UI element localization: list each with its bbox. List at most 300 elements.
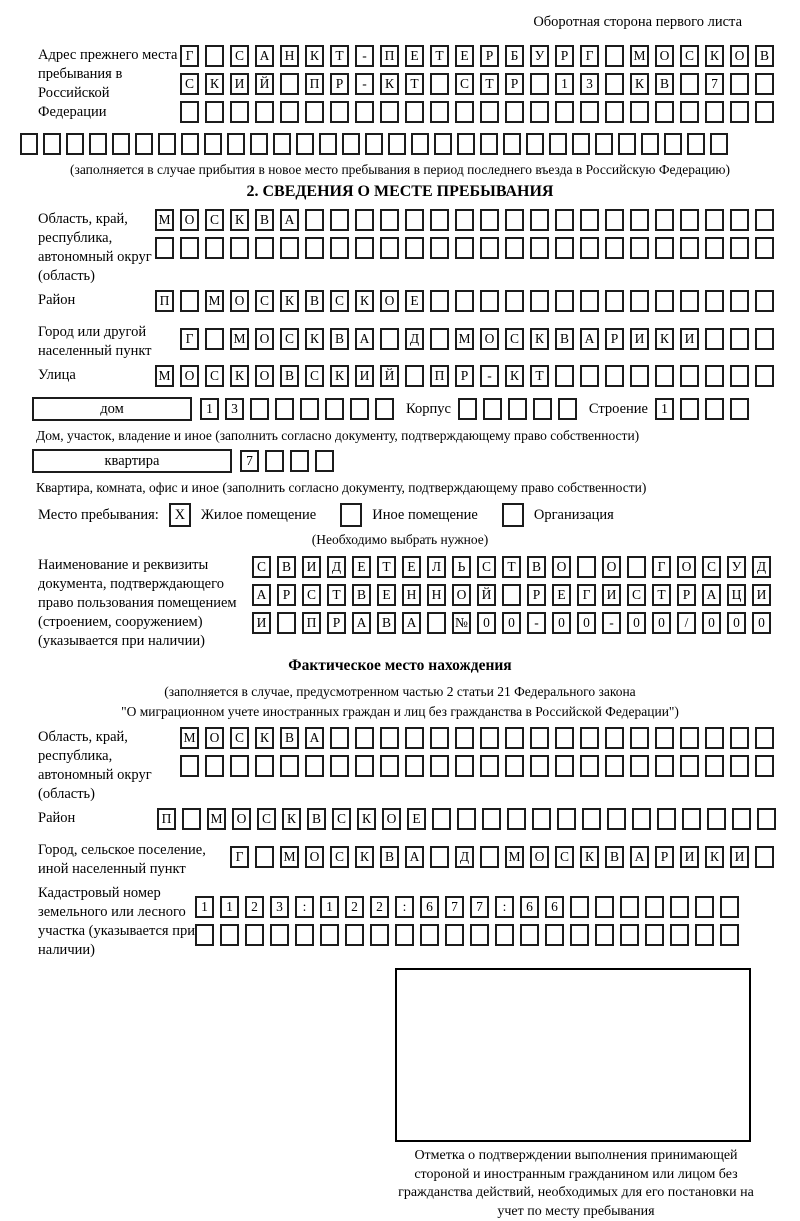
char-cell[interactable] xyxy=(296,133,314,155)
char-cell[interactable]: У xyxy=(727,556,746,578)
char-cell[interactable]: Н xyxy=(280,45,299,67)
char-cell[interactable] xyxy=(630,101,649,123)
char-cell[interactable] xyxy=(572,133,590,155)
char-cell[interactable] xyxy=(705,237,724,259)
char-cell[interactable] xyxy=(755,846,774,868)
char-cell[interactable]: 0 xyxy=(652,612,671,634)
char-cell[interactable] xyxy=(555,209,574,231)
char-cell[interactable]: С xyxy=(205,365,224,387)
char-cell[interactable] xyxy=(580,237,599,259)
char-cell[interactable]: С xyxy=(255,290,274,312)
char-cell[interactable] xyxy=(557,808,576,830)
char-cell[interactable]: Т xyxy=(480,73,499,95)
char-cell[interactable] xyxy=(630,237,649,259)
char-cell[interactable]: Т xyxy=(330,45,349,67)
char-cell[interactable] xyxy=(555,365,574,387)
char-cell[interactable]: В xyxy=(352,584,371,606)
char-cell[interactable] xyxy=(480,846,499,868)
char-cell[interactable]: К xyxy=(205,73,224,95)
char-cell[interactable]: К xyxy=(330,365,349,387)
char-cell[interactable]: И xyxy=(680,846,699,868)
char-cell[interactable] xyxy=(755,209,774,231)
char-cell[interactable] xyxy=(605,755,624,777)
char-cell[interactable]: И xyxy=(602,584,621,606)
char-cell[interactable] xyxy=(480,101,499,123)
char-cell[interactable]: - xyxy=(355,73,374,95)
char-cell[interactable]: К xyxy=(230,365,249,387)
char-cell[interactable]: С xyxy=(627,584,646,606)
char-cell[interactable]: С xyxy=(302,584,321,606)
char-cell[interactable]: 0 xyxy=(627,612,646,634)
char-cell[interactable] xyxy=(530,755,549,777)
char-cell[interactable]: Т xyxy=(430,45,449,67)
char-cell[interactable] xyxy=(480,209,499,231)
char-cell[interactable] xyxy=(530,237,549,259)
char-cell[interactable] xyxy=(530,73,549,95)
char-cell[interactable] xyxy=(582,808,601,830)
char-cell[interactable]: 7 xyxy=(445,896,464,918)
char-cell[interactable]: Г xyxy=(180,45,199,67)
char-cell[interactable] xyxy=(280,755,299,777)
char-cell[interactable]: С xyxy=(180,73,199,95)
char-cell[interactable] xyxy=(355,727,374,749)
char-cell[interactable] xyxy=(430,846,449,868)
char-cell[interactable]: 2 xyxy=(245,896,264,918)
char-cell[interactable] xyxy=(630,209,649,231)
char-cell[interactable] xyxy=(555,101,574,123)
char-cell[interactable]: В xyxy=(655,73,674,95)
char-cell[interactable] xyxy=(570,896,589,918)
char-cell[interactable] xyxy=(277,612,296,634)
char-cell[interactable] xyxy=(580,365,599,387)
char-cell[interactable] xyxy=(705,290,724,312)
char-cell[interactable] xyxy=(470,924,489,946)
char-cell[interactable]: Г xyxy=(577,584,596,606)
char-cell[interactable]: Н xyxy=(427,584,446,606)
char-cell[interactable] xyxy=(720,924,739,946)
char-cell[interactable] xyxy=(375,398,394,420)
char-cell[interactable] xyxy=(605,237,624,259)
char-cell[interactable] xyxy=(330,727,349,749)
char-cell[interactable]: О xyxy=(180,209,199,231)
char-cell[interactable] xyxy=(434,133,452,155)
char-cell[interactable]: - xyxy=(602,612,621,634)
char-cell[interactable] xyxy=(112,133,130,155)
char-cell[interactable] xyxy=(405,727,424,749)
char-cell[interactable] xyxy=(605,727,624,749)
char-cell[interactable] xyxy=(645,924,664,946)
char-cell[interactable] xyxy=(480,133,498,155)
char-cell[interactable] xyxy=(558,398,577,420)
char-cell[interactable] xyxy=(380,755,399,777)
char-cell[interactable]: О xyxy=(205,727,224,749)
char-cell[interactable] xyxy=(405,237,424,259)
char-cell[interactable] xyxy=(620,924,639,946)
char-cell[interactable]: М xyxy=(205,290,224,312)
char-cell[interactable] xyxy=(480,237,499,259)
char-cell[interactable]: О xyxy=(602,556,621,578)
char-cell[interactable] xyxy=(680,237,699,259)
char-cell[interactable]: А xyxy=(402,612,421,634)
char-cell[interactable] xyxy=(530,209,549,231)
char-cell[interactable] xyxy=(505,237,524,259)
char-cell[interactable] xyxy=(705,755,724,777)
char-cell[interactable]: Г xyxy=(580,45,599,67)
char-cell[interactable] xyxy=(430,209,449,231)
char-cell[interactable] xyxy=(657,808,676,830)
char-cell[interactable] xyxy=(220,924,239,946)
char-cell[interactable] xyxy=(730,73,749,95)
char-cell[interactable]: Д xyxy=(327,556,346,578)
char-cell[interactable]: В xyxy=(380,846,399,868)
char-cell[interactable] xyxy=(270,924,289,946)
char-cell[interactable]: И xyxy=(630,328,649,350)
char-cell[interactable]: К xyxy=(505,365,524,387)
char-cell[interactable] xyxy=(245,924,264,946)
char-cell[interactable] xyxy=(180,290,199,312)
char-cell[interactable]: И xyxy=(230,73,249,95)
char-cell[interactable] xyxy=(205,45,224,67)
char-cell[interactable] xyxy=(250,398,269,420)
char-cell[interactable]: А xyxy=(580,328,599,350)
char-cell[interactable] xyxy=(43,133,61,155)
char-cell[interactable]: С xyxy=(280,328,299,350)
char-cell[interactable] xyxy=(605,101,624,123)
char-cell[interactable] xyxy=(505,209,524,231)
char-cell[interactable]: Р xyxy=(555,45,574,67)
char-cell[interactable]: А xyxy=(280,209,299,231)
char-cell[interactable] xyxy=(280,101,299,123)
char-cell[interactable]: 0 xyxy=(502,612,521,634)
char-cell[interactable] xyxy=(695,896,714,918)
char-cell[interactable] xyxy=(630,290,649,312)
char-cell[interactable]: П xyxy=(305,73,324,95)
char-cell[interactable]: Р xyxy=(480,45,499,67)
char-cell[interactable] xyxy=(455,727,474,749)
char-cell[interactable] xyxy=(66,133,84,155)
checkbox-residential[interactable]: X xyxy=(169,503,191,527)
char-cell[interactable] xyxy=(755,755,774,777)
char-cell[interactable] xyxy=(480,290,499,312)
char-cell[interactable]: Ь xyxy=(452,556,471,578)
char-cell[interactable]: Н xyxy=(402,584,421,606)
char-cell[interactable] xyxy=(755,290,774,312)
char-cell[interactable] xyxy=(655,755,674,777)
char-cell[interactable]: С xyxy=(455,73,474,95)
char-cell[interactable] xyxy=(380,209,399,231)
char-cell[interactable] xyxy=(605,45,624,67)
char-cell[interactable] xyxy=(580,101,599,123)
char-cell[interactable] xyxy=(680,73,699,95)
char-cell[interactable]: Ц xyxy=(727,584,746,606)
char-cell[interactable]: 6 xyxy=(420,896,439,918)
char-cell[interactable]: К xyxy=(357,808,376,830)
char-cell[interactable]: К xyxy=(255,727,274,749)
char-cell[interactable] xyxy=(230,101,249,123)
char-cell[interactable] xyxy=(420,924,439,946)
char-cell[interactable] xyxy=(182,808,201,830)
char-cell[interactable] xyxy=(655,209,674,231)
checkbox-other-premises[interactable] xyxy=(340,503,362,527)
char-cell[interactable]: М xyxy=(180,727,199,749)
char-cell[interactable]: К xyxy=(230,209,249,231)
char-cell[interactable] xyxy=(627,556,646,578)
char-cell[interactable]: 1 xyxy=(200,398,219,420)
char-cell[interactable] xyxy=(445,924,464,946)
char-cell[interactable] xyxy=(755,73,774,95)
char-cell[interactable]: П xyxy=(430,365,449,387)
char-cell[interactable]: А xyxy=(352,612,371,634)
char-cell[interactable]: И xyxy=(752,584,771,606)
char-cell[interactable] xyxy=(135,133,153,155)
char-cell[interactable] xyxy=(483,398,502,420)
char-cell[interactable]: / xyxy=(677,612,696,634)
char-cell[interactable] xyxy=(350,398,369,420)
char-cell[interactable] xyxy=(265,450,284,472)
char-cell[interactable] xyxy=(320,924,339,946)
char-cell[interactable] xyxy=(555,727,574,749)
char-cell[interactable] xyxy=(505,727,524,749)
char-cell[interactable]: О xyxy=(677,556,696,578)
char-cell[interactable]: С xyxy=(505,328,524,350)
char-cell[interactable] xyxy=(405,101,424,123)
char-cell[interactable] xyxy=(595,133,613,155)
char-cell[interactable]: К xyxy=(280,290,299,312)
char-cell[interactable]: 1 xyxy=(555,73,574,95)
char-cell[interactable]: Д xyxy=(405,328,424,350)
char-cell[interactable] xyxy=(680,365,699,387)
char-cell[interactable]: С xyxy=(305,365,324,387)
char-cell[interactable] xyxy=(641,133,659,155)
char-cell[interactable] xyxy=(180,101,199,123)
char-cell[interactable] xyxy=(705,328,724,350)
char-cell[interactable] xyxy=(730,290,749,312)
char-cell[interactable]: С xyxy=(332,808,351,830)
char-cell[interactable] xyxy=(455,290,474,312)
char-cell[interactable]: С xyxy=(205,209,224,231)
char-cell[interactable] xyxy=(607,808,626,830)
char-cell[interactable] xyxy=(255,846,274,868)
char-cell[interactable] xyxy=(275,398,294,420)
char-cell[interactable] xyxy=(330,755,349,777)
char-cell[interactable] xyxy=(670,896,689,918)
char-cell[interactable]: М xyxy=(280,846,299,868)
char-cell[interactable] xyxy=(427,612,446,634)
char-cell[interactable]: Г xyxy=(180,328,199,350)
char-cell[interactable]: О xyxy=(255,328,274,350)
char-cell[interactable] xyxy=(705,398,724,420)
char-cell[interactable] xyxy=(430,73,449,95)
char-cell[interactable]: К xyxy=(705,45,724,67)
char-cell[interactable] xyxy=(430,290,449,312)
char-cell[interactable] xyxy=(755,365,774,387)
char-cell[interactable] xyxy=(755,101,774,123)
char-cell[interactable]: С xyxy=(230,727,249,749)
char-cell[interactable]: Е xyxy=(407,808,426,830)
char-cell[interactable]: Г xyxy=(652,556,671,578)
char-cell[interactable]: С xyxy=(330,290,349,312)
char-cell[interactable] xyxy=(255,755,274,777)
char-cell[interactable]: П xyxy=(302,612,321,634)
char-cell[interactable] xyxy=(755,237,774,259)
char-cell[interactable] xyxy=(730,328,749,350)
char-cell[interactable]: К xyxy=(305,328,324,350)
char-cell[interactable] xyxy=(570,924,589,946)
char-cell[interactable] xyxy=(680,209,699,231)
char-cell[interactable] xyxy=(720,896,739,918)
char-cell[interactable]: П xyxy=(155,290,174,312)
char-cell[interactable]: Д xyxy=(752,556,771,578)
char-cell[interactable] xyxy=(430,237,449,259)
char-cell[interactable]: А xyxy=(405,846,424,868)
char-cell[interactable] xyxy=(605,73,624,95)
char-cell[interactable]: 0 xyxy=(552,612,571,634)
char-cell[interactable] xyxy=(595,924,614,946)
char-cell[interactable]: С xyxy=(230,45,249,67)
char-cell[interactable] xyxy=(618,133,636,155)
char-cell[interactable] xyxy=(330,209,349,231)
char-cell[interactable]: 7 xyxy=(705,73,724,95)
char-cell[interactable] xyxy=(227,133,245,155)
char-cell[interactable]: В xyxy=(307,808,326,830)
char-cell[interactable] xyxy=(370,924,389,946)
char-cell[interactable]: М xyxy=(207,808,226,830)
char-cell[interactable] xyxy=(595,896,614,918)
char-cell[interactable] xyxy=(380,328,399,350)
char-cell[interactable] xyxy=(645,896,664,918)
char-cell[interactable] xyxy=(315,450,334,472)
char-cell[interactable] xyxy=(508,398,527,420)
char-cell[interactable] xyxy=(325,398,344,420)
char-cell[interactable] xyxy=(305,101,324,123)
char-cell[interactable]: В xyxy=(605,846,624,868)
char-cell[interactable] xyxy=(555,755,574,777)
char-cell[interactable]: Й xyxy=(477,584,496,606)
char-cell[interactable]: П xyxy=(380,45,399,67)
char-cell[interactable] xyxy=(549,133,567,155)
char-cell[interactable] xyxy=(204,133,222,155)
char-cell[interactable] xyxy=(305,755,324,777)
char-cell[interactable] xyxy=(355,101,374,123)
char-cell[interactable] xyxy=(680,101,699,123)
char-cell[interactable] xyxy=(230,237,249,259)
char-cell[interactable]: В xyxy=(305,290,324,312)
char-cell[interactable]: А xyxy=(255,45,274,67)
char-cell[interactable]: Р xyxy=(330,73,349,95)
char-cell[interactable]: С xyxy=(330,846,349,868)
char-cell[interactable]: В xyxy=(555,328,574,350)
char-cell[interactable] xyxy=(300,398,319,420)
char-cell[interactable]: В xyxy=(255,209,274,231)
char-cell[interactable] xyxy=(430,328,449,350)
char-cell[interactable] xyxy=(533,398,552,420)
char-cell[interactable]: Е xyxy=(402,556,421,578)
char-cell[interactable] xyxy=(319,133,337,155)
char-cell[interactable] xyxy=(430,755,449,777)
char-cell[interactable]: Е xyxy=(377,584,396,606)
char-cell[interactable] xyxy=(520,924,539,946)
char-cell[interactable]: 0 xyxy=(727,612,746,634)
char-cell[interactable]: С xyxy=(257,808,276,830)
char-cell[interactable]: Р xyxy=(505,73,524,95)
char-cell[interactable]: В xyxy=(755,45,774,67)
char-cell[interactable] xyxy=(458,398,477,420)
char-cell[interactable]: А xyxy=(630,846,649,868)
char-cell[interactable]: 6 xyxy=(520,896,539,918)
char-cell[interactable]: № xyxy=(452,612,471,634)
char-cell[interactable] xyxy=(430,101,449,123)
char-cell[interactable]: 7 xyxy=(470,896,489,918)
char-cell[interactable] xyxy=(255,237,274,259)
char-cell[interactable]: Т xyxy=(377,556,396,578)
char-cell[interactable] xyxy=(730,727,749,749)
char-cell[interactable] xyxy=(195,924,214,946)
char-cell[interactable]: 0 xyxy=(702,612,721,634)
char-cell[interactable] xyxy=(630,727,649,749)
char-cell[interactable]: - xyxy=(480,365,499,387)
char-cell[interactable]: 6 xyxy=(545,896,564,918)
char-cell[interactable] xyxy=(730,101,749,123)
char-cell[interactable]: 3 xyxy=(580,73,599,95)
char-cell[interactable] xyxy=(457,808,476,830)
char-cell[interactable]: К xyxy=(305,45,324,67)
char-cell[interactable] xyxy=(89,133,107,155)
char-cell[interactable] xyxy=(705,727,724,749)
char-cell[interactable]: О xyxy=(232,808,251,830)
char-cell[interactable] xyxy=(205,755,224,777)
char-cell[interactable]: Т xyxy=(502,556,521,578)
char-cell[interactable]: Д xyxy=(455,846,474,868)
char-cell[interactable]: К xyxy=(530,328,549,350)
char-cell[interactable]: Т xyxy=(327,584,346,606)
char-cell[interactable] xyxy=(605,290,624,312)
char-cell[interactable]: Р xyxy=(527,584,546,606)
char-cell[interactable]: С xyxy=(252,556,271,578)
char-cell[interactable] xyxy=(732,808,751,830)
char-cell[interactable] xyxy=(555,237,574,259)
char-cell[interactable]: А xyxy=(355,328,374,350)
char-cell[interactable] xyxy=(457,133,475,155)
char-cell[interactable]: В xyxy=(330,328,349,350)
char-cell[interactable]: К xyxy=(580,846,599,868)
char-cell[interactable] xyxy=(180,755,199,777)
char-cell[interactable] xyxy=(757,808,776,830)
char-cell[interactable]: О xyxy=(230,290,249,312)
char-cell[interactable]: К xyxy=(282,808,301,830)
char-cell[interactable]: Й xyxy=(255,73,274,95)
char-cell[interactable] xyxy=(755,727,774,749)
char-cell[interactable] xyxy=(605,209,624,231)
char-cell[interactable] xyxy=(707,808,726,830)
char-cell[interactable] xyxy=(670,924,689,946)
char-cell[interactable] xyxy=(680,755,699,777)
char-cell[interactable]: 0 xyxy=(752,612,771,634)
char-cell[interactable] xyxy=(630,365,649,387)
char-cell[interactable]: И xyxy=(252,612,271,634)
char-cell[interactable] xyxy=(532,808,551,830)
char-cell[interactable]: Т xyxy=(530,365,549,387)
char-cell[interactable] xyxy=(432,808,451,830)
char-cell[interactable]: П xyxy=(157,808,176,830)
char-cell[interactable] xyxy=(455,209,474,231)
char-cell[interactable]: В xyxy=(277,556,296,578)
char-cell[interactable]: Р xyxy=(605,328,624,350)
char-cell[interactable] xyxy=(290,450,309,472)
char-cell[interactable] xyxy=(505,101,524,123)
char-cell[interactable]: К xyxy=(355,290,374,312)
char-cell[interactable]: М xyxy=(505,846,524,868)
char-cell[interactable] xyxy=(411,133,429,155)
